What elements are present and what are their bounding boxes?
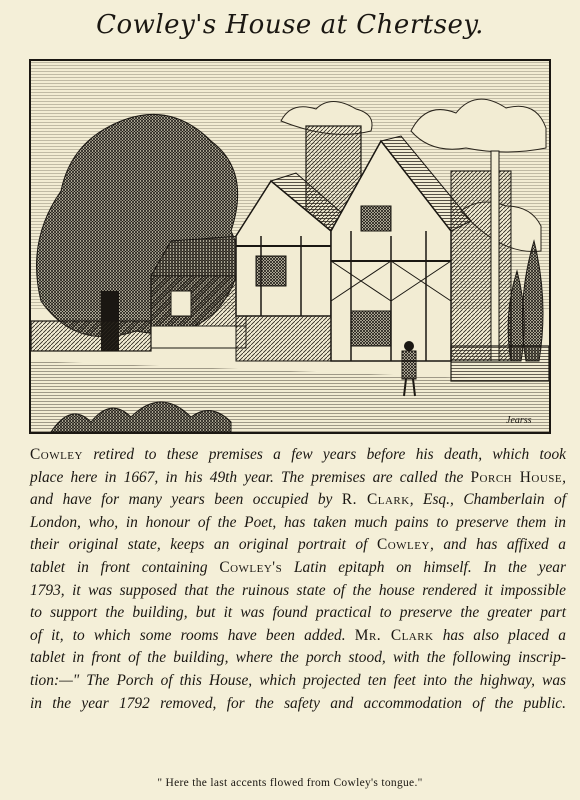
text-fragment: of it, to which some rooms have been added.	[30, 626, 355, 644]
text-fragment: Latin epitaph on himself. In the year	[282, 558, 566, 576]
name-r-clark: R. Clark	[341, 491, 410, 509]
text-line: 1793, it was supposed that the ruinous state of the house rendered it impossible	[30, 581, 566, 599]
text-line: tablet in front of the building, where the porch stood, with the following inscrip-	[30, 649, 566, 667]
name-cowley: Cowley	[376, 536, 430, 554]
text-fragment: , Esq., Chamberlain of	[409, 491, 567, 509]
page-title: Cowley's House at Chertsey.	[96, 10, 484, 40]
text-fragment: , and has affixed a	[429, 536, 566, 554]
text-line	[30, 444, 566, 467]
text-line: to support the building, but it was found practical to preserve the greater part	[30, 604, 566, 622]
text-line: London, who, in honour of the Poet, has taken much pains to preserve them in	[30, 513, 566, 531]
engraving-illustration	[29, 59, 551, 434]
text-line	[30, 534, 566, 557]
name-mr-clark: Mr. Clark	[354, 626, 434, 644]
body-paragraph	[30, 444, 566, 715]
text-fragment: has also placed a	[433, 626, 566, 644]
caption-quote: " Here the last accents flowed from Cowley's tongue."	[157, 777, 423, 789]
name-cowley: Cowley	[30, 446, 83, 463]
text-line	[30, 557, 566, 580]
name-porch-house: Porch House	[470, 468, 563, 486]
text-line	[30, 467, 566, 490]
text-fragment: tablet in front containing	[30, 558, 220, 576]
house-engraving	[31, 61, 549, 432]
engraver-signature: Jearss	[506, 415, 532, 426]
text-line: in the year 1792 removed, for the safety and accommodation of the public.	[30, 694, 566, 712]
text-fragment: retired to these premises a few years before his death, which took	[82, 446, 566, 463]
left-wing	[151, 236, 246, 348]
text-line	[30, 625, 566, 648]
text-fragment: ,	[562, 468, 567, 486]
text-fragment: their original state, keeps an original portrait of	[30, 536, 377, 554]
text-fragment: and have for many years been occupied by	[30, 491, 342, 509]
name-cowleys: Cowley's	[219, 558, 283, 576]
text-line: tion:—" The Porch of this House, which projected ten feet into the highway, was	[30, 671, 566, 689]
text-line	[30, 489, 566, 512]
text-fragment: place here in 1667, in his 49th year. The premises are called the	[30, 468, 471, 486]
